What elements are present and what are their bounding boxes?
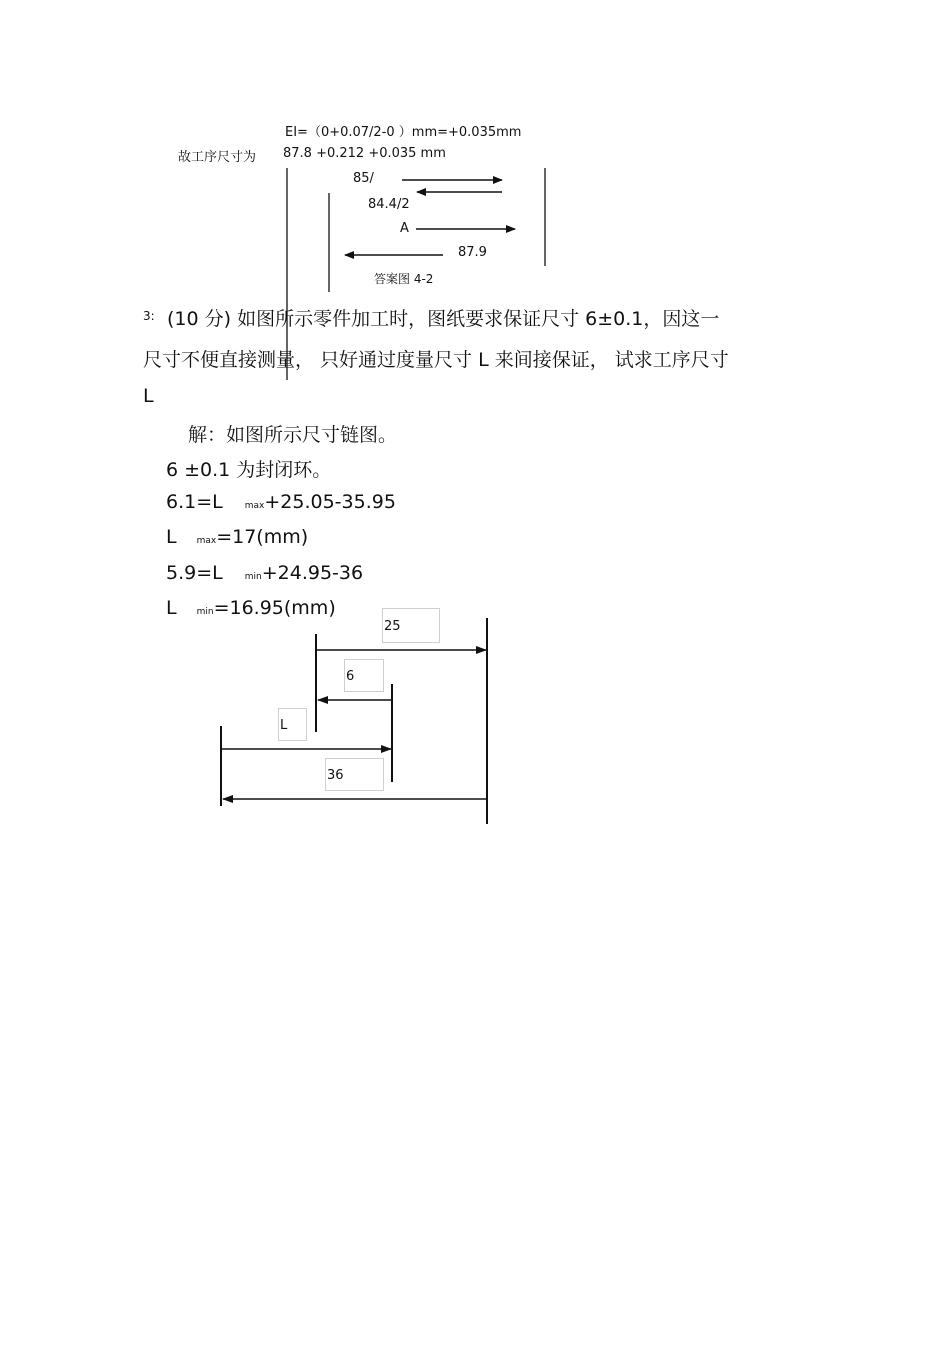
chain-label-25: 25 [382, 608, 440, 643]
equation-3-left: 5.9=L [166, 562, 223, 584]
equation-2-left: L [166, 526, 177, 548]
figure-caption: 答案图 4-2 [374, 272, 434, 286]
equation-2-right: =17(mm) [216, 526, 309, 548]
equation-1-left: 6.1=L [166, 491, 223, 513]
question-line-2: 尺寸不便直接测量， 只好通过度量尺寸 L 来间接保证， 试求工序尺寸 [143, 349, 729, 371]
solution-intro: 解：如图所示尺寸链图。 [188, 424, 398, 446]
chain-label-36: 36 [325, 758, 384, 791]
equation-2-subscript: max [196, 536, 217, 546]
question-line-1: (10 分) 如图所示零件加工时，图纸要求保证尺寸 6±0.1，因这一 [167, 308, 720, 330]
dim-label-84-4: 84.4/2 [368, 197, 410, 212]
equation-1-subscript: max [244, 501, 265, 511]
process-dimension-label: 故工序尺寸为 [178, 150, 257, 165]
dim-label-a: A [400, 221, 409, 236]
process-dimension-value: 87.8 +0.212 +0.035 mm [283, 146, 446, 161]
chain-label-6: 6 [344, 659, 384, 692]
question-line-3: L [143, 385, 154, 407]
closed-ring-statement: 6 ±0.1 为封闭环。 [166, 459, 332, 481]
dim-label-85: 85/ [353, 171, 374, 186]
chain-label-l: L [278, 708, 307, 741]
equation-4-right: =16.95(mm) [213, 597, 336, 619]
equation-4-subscript: min [196, 607, 214, 617]
equation-4-left: L [166, 597, 177, 619]
equation-3-right: +24.95-36 [261, 562, 364, 584]
equation-1-right: +25.05-35.95 [264, 491, 396, 513]
question-number: 3: [143, 309, 155, 323]
equation-3-subscript: min [244, 572, 262, 582]
dim-label-87-9: 87.9 [458, 245, 487, 260]
ei-equation: EI=（0+0.07/2-0 ）mm=+0.035mm [285, 125, 522, 140]
